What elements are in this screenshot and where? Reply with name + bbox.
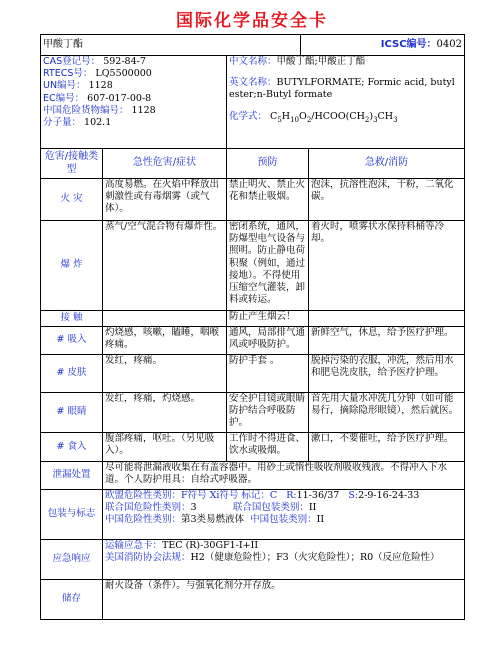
identity-row <box>41 56 465 149</box>
spill-text: 尽可能将泄漏液收集在有盖容器中。用砂土或惰性吸收剂吸收残液。不得冲入下水道。个人防护用具：自给式呼吸器。 <box>103 462 465 490</box>
storage-text: 耐火设备（条件）。与强氧化剂分开存放。 <box>103 580 465 620</box>
hazard-row-eyes <box>41 393 465 433</box>
cas-label: CAS登记号： <box>43 56 101 67</box>
chemical-name: 甲酸丁酯 <box>41 35 301 56</box>
eu-class-line: 欧盟危险性类别：F符号 Xi符号 标记：C <box>105 490 278 501</box>
cn-value: 1128 <box>131 104 156 116</box>
nfpa-value: H2（健康危险性）；F3（火灾危险性）；R0（反应危险性） <box>190 552 440 564</box>
hazard-row-skin <box>41 355 465 393</box>
transport-card-value: TEC (R)-30GF1-I+II <box>162 540 259 551</box>
ec-value: 607-017-00-8 <box>87 92 152 104</box>
packaging-label: 包装与标志 <box>41 490 103 540</box>
hazard-type: 爆 炸 <box>41 221 103 311</box>
hazard-row-explosion <box>41 221 465 311</box>
hazard-symptoms: 腹部疼痛，呕吐。（另见吸入）。 <box>103 433 227 462</box>
cn-name-label: 中文名称： <box>229 56 277 67</box>
un-value: 1128 <box>88 80 113 92</box>
r-value: 11-36/37 <box>296 490 340 501</box>
col-type-header: 危害/接触类型 <box>41 149 103 179</box>
spill-row <box>41 462 465 490</box>
names-block <box>227 56 465 149</box>
hazard-symptoms <box>103 311 227 327</box>
hazard-type: # 眼睛 <box>41 393 103 433</box>
hazard-firstaid: 新鲜空气，休息，给予医疗护理。 <box>309 327 465 355</box>
col-symptoms-header: 急性危害/症状 <box>103 149 227 179</box>
en-name-value: BUTYLFORMATE; Formic acid, butyl ester;n-Butyl formate <box>229 77 455 101</box>
un-class-label: 联合国危险性类别： <box>105 502 191 514</box>
packaging-text <box>103 490 465 540</box>
header-row <box>41 35 465 56</box>
card-title: 国际化学品安全卡 <box>176 11 328 31</box>
hazard-symptoms: 灼烧感，咳嗽，瞌睡，咽喉疼痛。 <box>103 327 227 355</box>
hazard-type: # 食入 <box>41 433 103 462</box>
hazard-prevention: 禁止明火、禁止火花和禁止吸烟。 <box>227 179 309 221</box>
hazard-prevention: 安全护目镜或眼睛防护结合呼吸防护。 <box>227 393 309 433</box>
col-prevention-header: 预防 <box>227 149 309 179</box>
hazard-prevention: 密闭系统，通风，防爆型电气设备与照明。防止静电荷积聚（例如，通过接地）。不得使用压缩空气灌装，卸料或转运。 <box>227 221 309 311</box>
icsc-label: ICSC编号： <box>380 38 437 50</box>
cn-class-label: 中国危险性类别： <box>105 514 182 526</box>
en-name-label: 英文名称： <box>229 77 277 89</box>
cn-class-value: 第3类易燃液体 <box>181 514 245 526</box>
hazard-symptoms: 发红，疼痛。 <box>103 355 227 393</box>
un-pack-value: II <box>308 502 317 514</box>
r-label: R: <box>286 490 297 501</box>
emergency-text <box>103 540 465 580</box>
cn-pack-label: 中国包装类别： <box>250 514 317 526</box>
hazard-symptoms: 高度易燃。在火焰中释放出刺激性或有毒烟雾（或气体）。 <box>103 179 227 221</box>
packaging-row <box>41 490 465 540</box>
identifiers-block <box>41 56 227 149</box>
hazard-firstaid: 脱掉污染的衣服，冲洗，然后用水和肥皂洗皮肤，给予医疗护理。 <box>309 355 465 393</box>
hazard-prevention: 工作时不得进食、饮水或吸烟。 <box>227 433 309 462</box>
chemical-formula: 化学式： $C_5H_{10}O_2/HCOO(CH_2)_3CH_3$ <box>229 110 398 124</box>
hazard-symptoms: 发红，疼痛，灼烧感。 <box>103 393 227 433</box>
mw-value: 102.1 <box>84 117 112 129</box>
rtecs-label: RTECS号： <box>43 68 93 80</box>
hazard-prevention: 通风，局部排气通风或呼吸防护。 <box>227 327 309 355</box>
column-header-row <box>41 149 465 179</box>
mw-label: 分子量： <box>43 117 82 129</box>
storage-row <box>41 580 465 620</box>
icsc-number <box>301 35 465 56</box>
rtecs-value: LQ5500000 <box>95 68 152 80</box>
hazard-row-inhalation <box>41 327 465 355</box>
icsc-value: 0402 <box>436 38 462 50</box>
ec-label: EC编号： <box>43 92 85 104</box>
s-label: S: <box>348 490 359 501</box>
cn-name-value: 甲酸丁酯;甲酸正丁酯 <box>276 56 366 67</box>
un-label: UN编号： <box>43 80 86 92</box>
hazard-row-contact <box>41 311 465 327</box>
emergency-row <box>41 540 465 580</box>
hazard-prevention: 防护手套 。 <box>227 355 309 393</box>
emergency-label: 应急响应 <box>41 540 103 580</box>
safety-card-table <box>40 34 465 620</box>
s-value: 2-9-16-24-33 <box>358 490 420 501</box>
hazard-firstaid: 漱口，不要催吐，给予医疗护理。 <box>309 433 465 462</box>
hazard-row-ingestion <box>41 433 465 462</box>
hazard-type: 接 触 <box>41 311 103 327</box>
col-firstaid-header: 急救/消防 <box>309 149 465 179</box>
formula-label: 化学式： <box>229 110 268 122</box>
un-pack-label: 联合国包装类别： <box>232 502 309 514</box>
un-class-value: 3 <box>190 502 197 514</box>
storage-label: 储存 <box>41 580 103 620</box>
hazard-symptoms: 蒸气/空气混合物有爆炸性。 <box>103 221 227 311</box>
cn-label: 中国危险货物编号： <box>43 104 129 116</box>
transport-card-label: 运输应急卡： <box>105 540 163 551</box>
hazard-type: 火 灾 <box>41 179 103 221</box>
cas-value: 592-84-7 <box>103 56 146 67</box>
hazard-prevention: 防止产生烟云！ <box>227 311 309 327</box>
hazard-type: # 皮肤 <box>41 355 103 393</box>
nfpa-label: 美国消防协会法规： <box>105 552 191 564</box>
hazard-row-fire <box>41 179 465 221</box>
cn-pack-value: II <box>316 514 325 526</box>
hazard-firstaid: 首先用大量水冲洗几分钟（如可能易行，摘除隐形眼镜），然后就医。 <box>309 393 465 433</box>
hazard-firstaid: 着火时，喷雾状水保持料桶等冷却。 <box>309 221 465 311</box>
hazard-firstaid: 泡沫，抗溶性泡沫，干粉，二氧化碳。 <box>309 179 465 221</box>
spill-label: 泄漏处置 <box>41 462 103 490</box>
hazard-firstaid <box>309 311 465 327</box>
hazard-type: # 吸入 <box>41 327 103 355</box>
